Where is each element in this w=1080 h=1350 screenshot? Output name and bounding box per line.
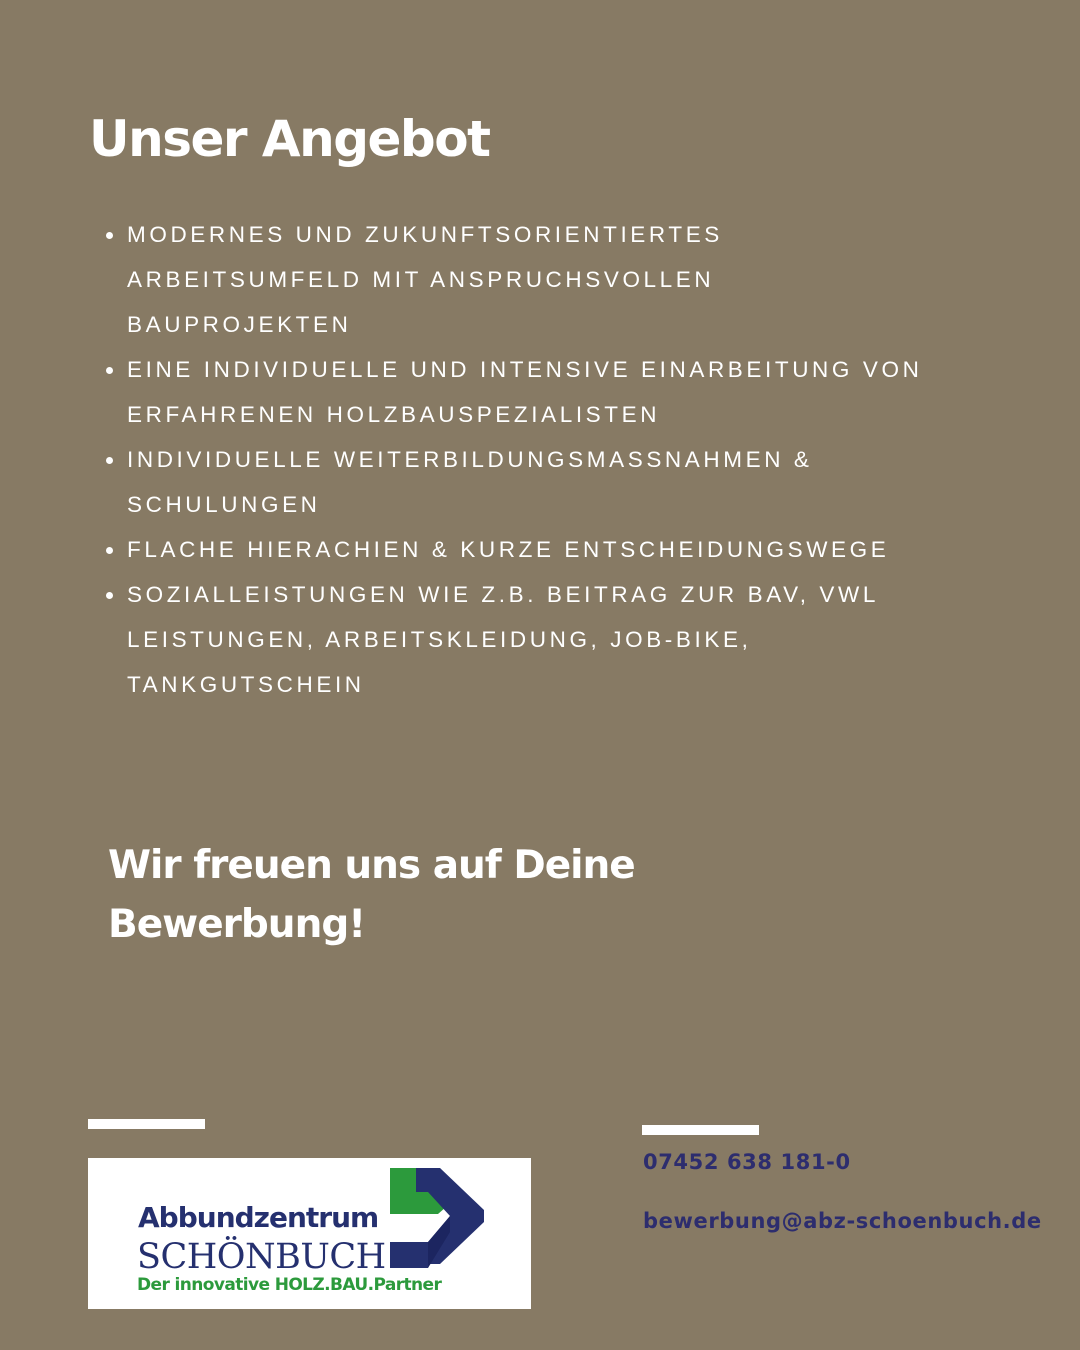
bullet-icon	[106, 592, 113, 599]
list-item	[127, 437, 927, 527]
cta-line-2: Bewerbung!	[108, 902, 366, 947]
divider-bar-right	[642, 1125, 759, 1135]
list-item	[127, 347, 927, 437]
company-logo	[88, 1158, 531, 1309]
list-item	[127, 527, 927, 572]
bullet-icon	[106, 547, 113, 554]
list-item-label: EINE INDIVIDUELLE UND INTENSIVE EINARBEITUNG VON ERFAHRENEN HOLZBAUSPEZIALISTEN	[127, 357, 923, 427]
list-item	[127, 572, 927, 707]
cta-line-1: Wir freuen uns auf Deine	[108, 843, 635, 888]
page-title: Unser Angebot	[89, 110, 490, 168]
list-item-label: SOZIALLEISTUNGEN WIE Z.B. BEITRAG ZUR BAV, VWL LEISTUNGEN, ARBEITSKLEIDUNG, JOB-BIKE, TANKGUTSCHEIN	[127, 582, 879, 697]
logo-line-2: SCHÖNBUCH	[137, 1237, 386, 1277]
bullet-icon	[106, 232, 113, 239]
phone-link[interactable]: 07452 638 181-0	[643, 1150, 851, 1174]
divider-bar-left	[88, 1119, 205, 1129]
logo-line-1: Abbundzentrum	[138, 1201, 379, 1234]
logo-tagline: Der innovative HOLZ.BAU.Partner	[137, 1275, 442, 1295]
list-item-label: FLACHE HIERACHIEN & KURZE ENTSCHEIDUNGSWEGE	[127, 537, 890, 562]
bullet-icon	[106, 367, 113, 374]
offer-list	[127, 212, 1027, 707]
email-link[interactable]: bewerbung@abz-schoenbuch.de	[643, 1209, 1042, 1233]
list-item-label: MODERNES UND ZUKUNFTSORIENTIERTES ARBEITSUMFELD MIT ANSPRUCHSVOLLEN BAUPROJEKTEN	[127, 222, 723, 337]
call-to-action	[108, 836, 708, 954]
bullet-icon	[106, 457, 113, 464]
list-item	[127, 212, 927, 347]
chevron-block-logo-icon	[388, 1166, 488, 1272]
list-item-label: INDIVIDUELLE WEITERBILDUNGSMASSNAHMEN & SCHULUNGEN	[127, 447, 813, 517]
